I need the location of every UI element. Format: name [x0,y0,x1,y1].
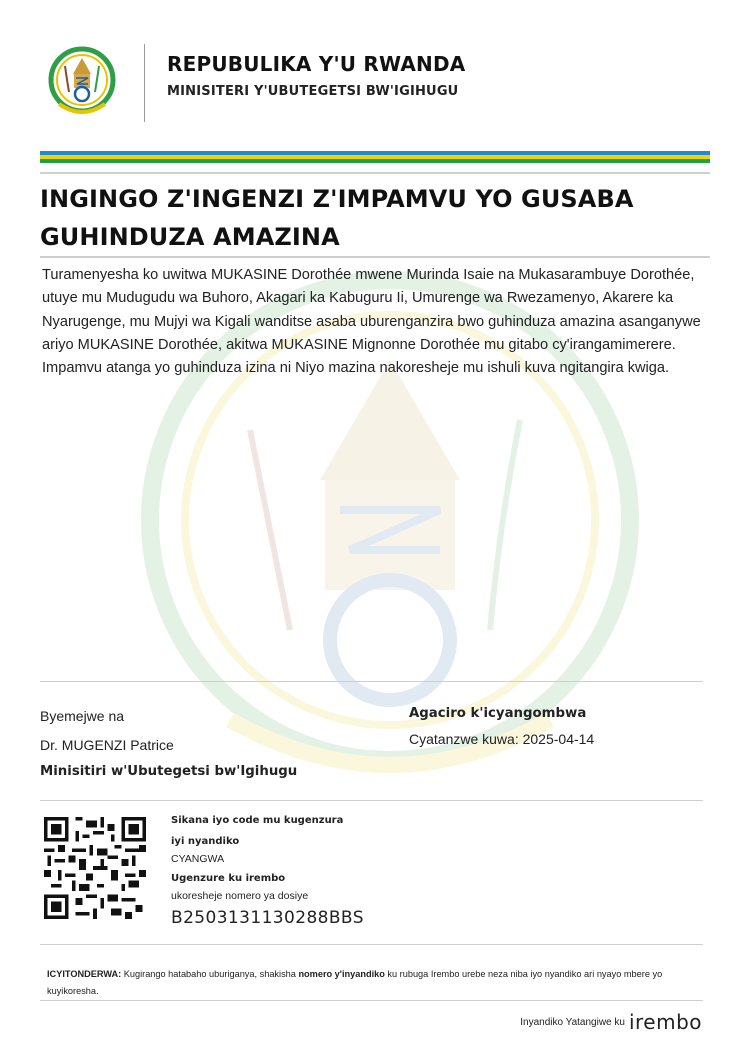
document-title: INGINGO Z'INGENZI Z'IMPAMVU YO GUSABA GUHINDUZA AMAZINA [40,185,634,251]
coat-of-arms-icon [47,44,117,122]
country-name: REPUBULIKA Y'U RWANDA [167,52,466,76]
approver-name: Dr. MUGENZI Patrice [40,737,174,753]
warning-notice [47,966,687,1000]
verify-on-irembo-label: Ugenzure ku irembo [171,873,286,884]
qr-code-icon[interactable] [44,817,146,919]
footer-top-rule [40,1000,703,1001]
approver-title: Minisitiri w'Ubutegetsi bw'Igihugu [40,764,298,779]
flag-stripe-green [40,159,710,163]
document-header [40,40,710,128]
signature-top-rule [40,681,703,682]
document-body: Turamenyesha ko uwitwa MUKASINE Dorothée mwene Murinda Isaie na Mukasarambuye Dorothée, utuye mu Mudugudu wa Buhoro, Akagari ka Kabuguru Ii, Umurenge wa Rwezamenyo, Akarere ka Nyarugenge, mu Mujyi wa Kigali wanditse asaba uburenganzira bwo guhinduza amazina asanganywe ariyo MUKASINE Dorothée, akitwa MUKASINE Mignonne Dorothée mu gitabo cy'irangamimerere. Impamvu atanga yo guhinduza izina ni Niyo mazina nakoresheje mu ishuli kuva ngitangira kwiga. [42,267,701,377]
issued-by-label: Inyandiko Yatangiwe ku [520,1016,625,1028]
scan-instruction: Sikana iyo code mu kugenzura [171,815,344,826]
or-label: CYANGWA [171,853,225,865]
document-number: B2503131130288BBS [171,908,364,928]
warning-emphasis: nomero y'inyandiko [298,969,385,979]
flag-stripes [40,151,710,163]
approved-by-label: Byemejwe na [40,708,125,724]
document-fee-label: Agaciro k'icyangombwa [409,706,587,721]
irembo-logo: irembo [628,1010,702,1034]
warning-text-before: Kugirango hatabaho uburiganya, shakisha [121,969,299,979]
scan-instruction-line2: iyi nyandiko [171,836,240,847]
title-bottom-rule [40,256,710,258]
use-number-label: ukoresheje nomero ya dosiye [171,890,309,902]
verification-top-rule [40,800,703,801]
ministry-name: MINISITERI Y'UBUTEGETSI BW'IGIHUGU [167,84,459,99]
warning-text-after: ku rubuga Irembo urebe neza niba iyo nyandiko ari nyayo mbere yo kuyikoresha. [47,969,663,996]
header-divider [144,44,145,122]
warning-label: ICYITONDERWA: [47,969,122,979]
issue-date: Cyatanzwe kuwa: 2025-04-14 [409,731,595,747]
footer [520,1012,702,1032]
warning-top-rule [40,944,703,945]
title-top-rule [40,172,710,174]
